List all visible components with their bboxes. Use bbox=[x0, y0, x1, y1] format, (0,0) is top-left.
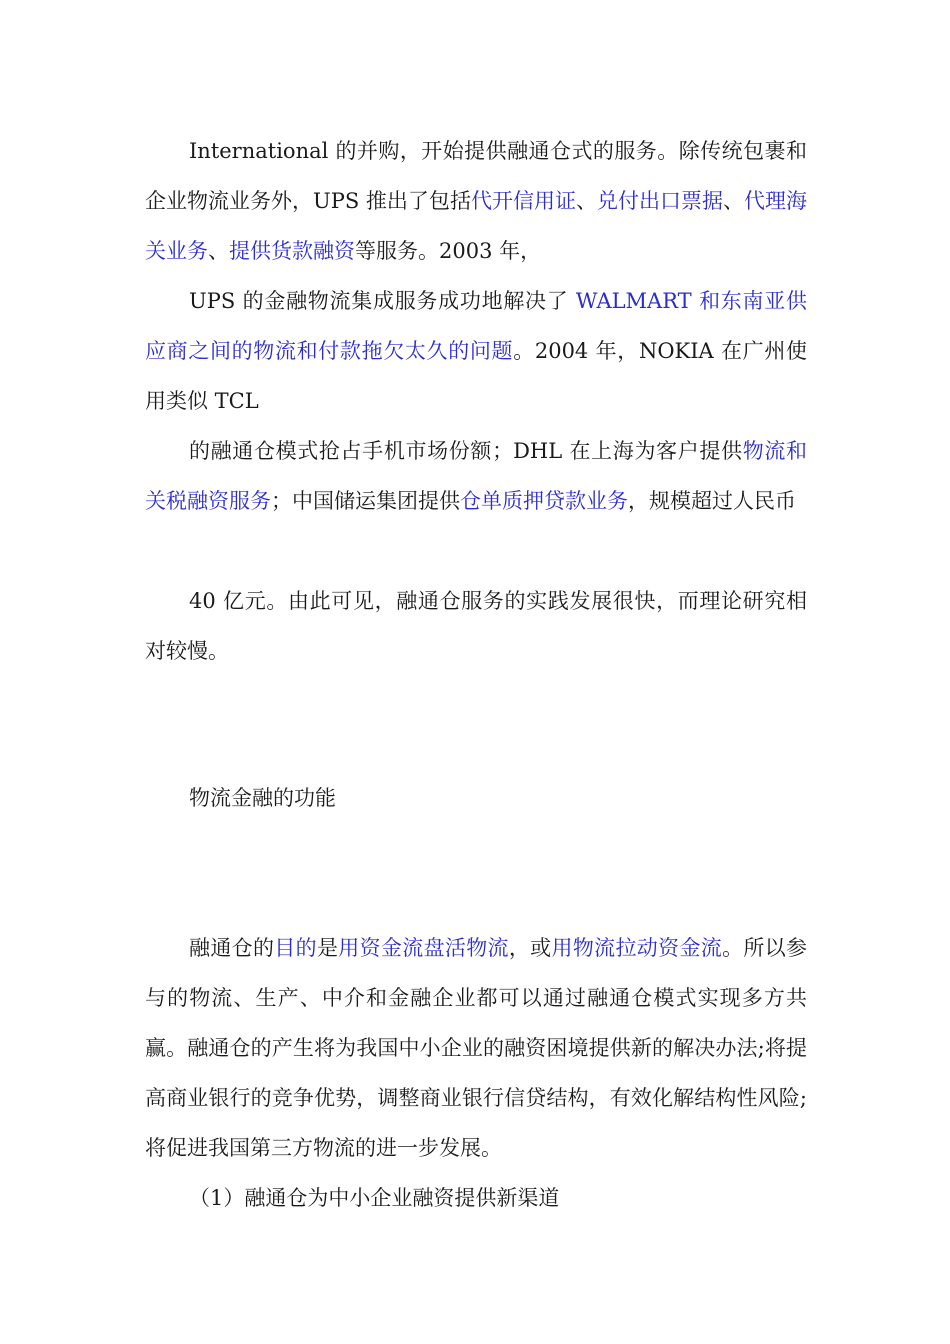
hyperlink[interactable]: 仓单质押贷款业务 bbox=[460, 489, 628, 513]
hyperlink[interactable]: 兑付出口票据 bbox=[597, 189, 724, 213]
paragraph-purpose bbox=[145, 923, 807, 1173]
text-run: UPS 的金融物流集成服务成功地解决了 bbox=[189, 289, 576, 313]
hyperlink[interactable]: 提供货款融资 bbox=[229, 239, 355, 263]
text-run: ，规模超过人民币 bbox=[628, 489, 796, 513]
text-run: ；中国储运集团提供 bbox=[271, 489, 460, 513]
text-run: 是 bbox=[316, 936, 339, 960]
hyperlink[interactable]: 目的 bbox=[274, 936, 317, 960]
section-heading: 物流金融的功能 bbox=[189, 786, 336, 810]
text-run: International 的并购，开始提供融通仓式的服务。除传统包裹和企业物流业务外，UPS 推出了包括 bbox=[145, 139, 807, 213]
hyperlink[interactable]: 代理海关业务 bbox=[145, 189, 808, 263]
paragraph-dhl-cmst bbox=[145, 426, 807, 526]
text-run: 、 bbox=[208, 239, 229, 263]
paragraph-summary bbox=[145, 576, 807, 676]
text-run: 。2004 年，NOKIA 在广州使用类似 TCL bbox=[145, 339, 807, 413]
hyperlink[interactable]: 用资金流盘活物流 bbox=[338, 936, 509, 960]
text-run: 、 bbox=[575, 189, 597, 213]
list-item-new-channel bbox=[145, 1173, 807, 1223]
text-run: 40 亿元。由此可见，融通仓服务的实践发展很快，而理论研究相对较慢。 bbox=[145, 589, 807, 663]
text-run: 。所以参与的物流、生产、中介和金融企业都可以通过融通仓模式实现多方共赢。融通仓的产生将为我国中小企业的融资困境提供新的解决办法;将提高商业银行的竞争优势，调整商业银行信贷结构，有效化解结构性风险;将促进我国第三方物流的进一步发展。 bbox=[145, 936, 808, 1160]
paragraph-ups-walmart bbox=[145, 276, 807, 426]
hyperlink[interactable]: 物流和关税融资服务 bbox=[145, 439, 808, 513]
hyperlink[interactable]: WALMART 和东南亚供应商之间的物流和付款拖欠太久的问题 bbox=[145, 289, 807, 363]
text-run: 、 bbox=[723, 189, 745, 213]
text-run: 等服务。2003 年， bbox=[355, 239, 542, 263]
paragraph-ups-services bbox=[145, 126, 807, 276]
text-run: ，或 bbox=[508, 936, 552, 960]
text-run: 融通仓的 bbox=[189, 936, 275, 960]
text-run: （1）融通仓为中小企业融资提供新渠道 bbox=[189, 1186, 560, 1210]
text-run: 的融通仓模式抢占手机市场份额；DHL 在上海为客户提供 bbox=[189, 439, 743, 463]
hyperlink[interactable]: 用物流拉动资金流 bbox=[551, 936, 723, 960]
hyperlink[interactable]: 代开信用证 bbox=[470, 189, 576, 213]
